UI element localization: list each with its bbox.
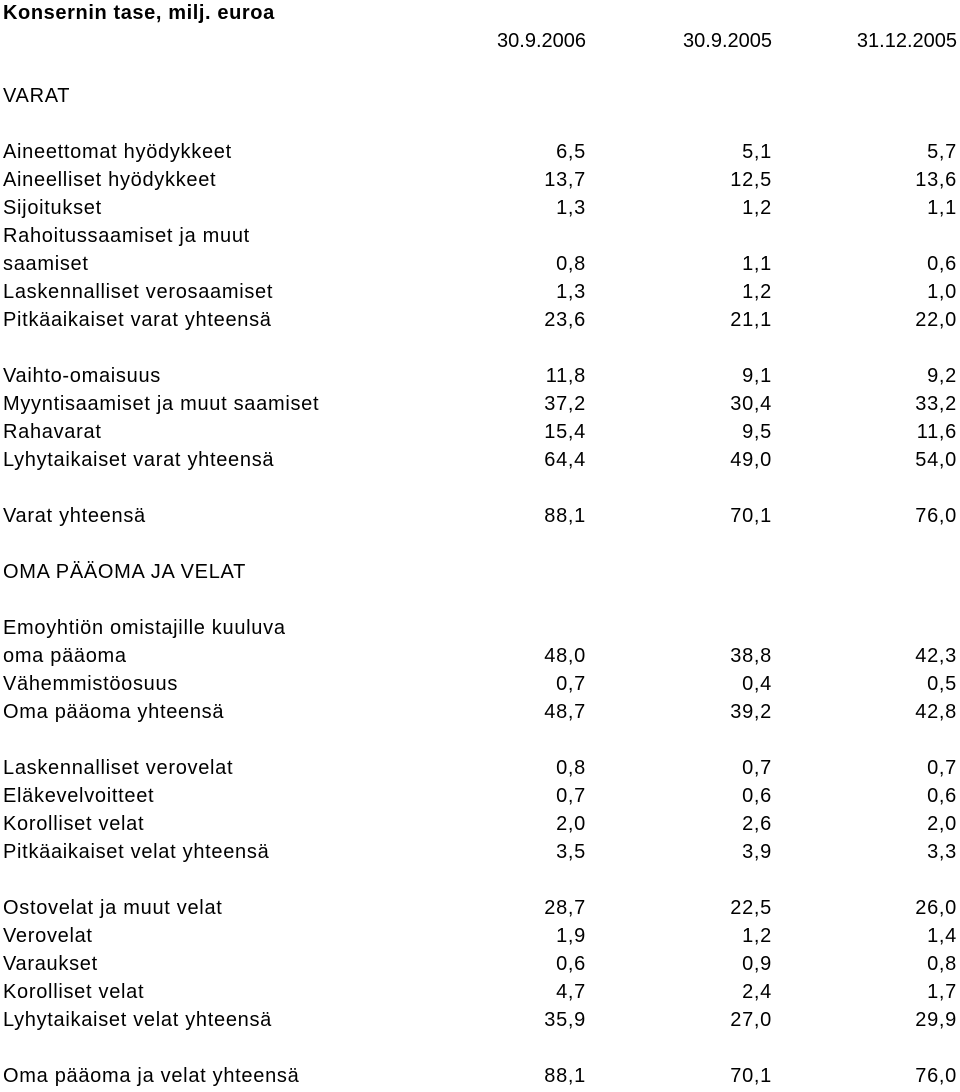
table-row (0, 810, 960, 838)
page-title: Konsernin tase, milj. euroa (3, 2, 275, 24)
row-value-col1: 35,9 (544, 1009, 586, 1031)
row-value-col3: 0,8 (927, 953, 957, 975)
table-row (0, 922, 960, 950)
table-row (0, 614, 960, 642)
row-value-col3: 3,3 (927, 841, 957, 863)
row-label: Verovelat (3, 925, 93, 947)
row-value-col2: 9,1 (742, 365, 772, 387)
row-value-col1: 15,4 (544, 421, 586, 443)
row-value-col3: 9,2 (927, 365, 957, 387)
row-value-col2: 27,0 (730, 1009, 772, 1031)
row-value-col3: 22,0 (915, 309, 957, 331)
row-value-col3: 0,5 (927, 673, 957, 695)
row-value-col3: 13,6 (915, 169, 957, 191)
table-row (0, 194, 960, 222)
row-value-col2: 0,9 (742, 953, 772, 975)
row-value-col3: 1,7 (927, 981, 957, 1003)
row-value-col1: 0,8 (556, 253, 586, 275)
row-label: Lyhytaikaiset varat yhteensä (3, 449, 275, 471)
row-value-col1: 88,1 (544, 1065, 586, 1087)
row-value-col2: 3,9 (742, 841, 772, 863)
row-value-col2: 38,8 (730, 645, 772, 667)
row-value-col2: 2,4 (742, 981, 772, 1003)
row-label: Korolliset velat (3, 813, 145, 835)
row-label: Eläkevelvoitteet (3, 785, 155, 807)
row-label: Korolliset velat (3, 981, 145, 1003)
table-row (0, 1006, 960, 1034)
row-value-col2: 0,4 (742, 673, 772, 695)
row-label: Pitkäaikaiset varat yhteensä (3, 309, 272, 331)
table-row (0, 390, 960, 418)
row-value-col2: 70,1 (730, 1065, 772, 1087)
row-value-col2: 5,1 (742, 141, 772, 163)
row-value-col2: 0,7 (742, 757, 772, 779)
table-row (0, 698, 960, 726)
row-value-col3: 2,0 (927, 813, 957, 835)
row-value-col1: 88,1 (544, 505, 586, 527)
row-value-col1: 6,5 (556, 141, 586, 163)
row-value-col1: 28,7 (544, 897, 586, 919)
row-label: Laskennalliset verosaamiset (3, 281, 274, 303)
table-row (0, 838, 960, 866)
row-value-col3: 76,0 (915, 505, 957, 527)
table-row (0, 754, 960, 782)
row-label: OMA PÄÄOMA JA VELAT (3, 561, 247, 583)
table-row (0, 362, 960, 390)
row-label: Rahoitussaamiset ja muut (3, 225, 250, 247)
row-value-col1: 23,6 (544, 309, 586, 331)
row-label: Rahavarat (3, 421, 102, 443)
row-value-col3: 0,6 (927, 785, 957, 807)
row-value-col1: 37,2 (544, 393, 586, 415)
row-value-col2: 9,5 (742, 421, 772, 443)
row-value-col3: 29,9 (915, 1009, 957, 1031)
row-value-col3: 1,1 (927, 197, 957, 219)
table-row (0, 278, 960, 306)
table-row (0, 894, 960, 922)
row-label: Myyntisaamiset ja muut saamiset (3, 393, 320, 415)
row-label: Emoyhtiön omistajille kuuluva (3, 617, 286, 639)
row-value-col2: 12,5 (730, 169, 772, 191)
table-row (0, 82, 960, 110)
row-value-col2: 1,2 (742, 281, 772, 303)
table-row (0, 642, 960, 670)
table-row (0, 950, 960, 978)
row-value-col2: 39,2 (730, 701, 772, 723)
row-value-col3: 76,0 (915, 1065, 957, 1087)
row-value-col2: 49,0 (730, 449, 772, 471)
row-value-col1: 3,5 (556, 841, 586, 863)
row-value-col1: 48,0 (544, 645, 586, 667)
row-value-col2: 1,2 (742, 197, 772, 219)
row-value-col1: 0,7 (556, 673, 586, 695)
row-value-col2: 1,1 (742, 253, 772, 275)
table-row (0, 250, 960, 278)
row-label: Pitkäaikaiset velat yhteensä (3, 841, 270, 863)
row-label: Lyhytaikaiset velat yhteensä (3, 1009, 273, 1031)
table-row (0, 138, 960, 166)
row-value-col2: 21,1 (730, 309, 772, 331)
row-value-col3: 1,4 (927, 925, 957, 947)
row-value-col1: 13,7 (544, 169, 586, 191)
row-value-col1: 64,4 (544, 449, 586, 471)
row-label: Oma pääoma ja velat yhteensä (3, 1065, 300, 1087)
row-value-col1: 11,8 (545, 365, 586, 387)
row-value-col2: 1,2 (742, 925, 772, 947)
column-header-2005-09: 30.9.2005 (683, 30, 772, 52)
row-value-col1: 1,3 (556, 281, 586, 303)
row-value-col2: 22,5 (730, 897, 772, 919)
row-label: Vaihto-omaisuus (3, 365, 161, 387)
row-value-col3: 11,6 (916, 421, 957, 443)
row-value-col3: 26,0 (915, 897, 957, 919)
row-label: Laskennalliset verovelat (3, 757, 234, 779)
table-row (0, 558, 960, 586)
row-label: Aineettomat hyödykkeet (3, 141, 232, 163)
row-label: Aineelliset hyödykkeet (3, 169, 217, 191)
row-label: Varaukset (3, 953, 98, 975)
table-row (0, 166, 960, 194)
row-value-col1: 1,3 (556, 197, 586, 219)
row-value-col2: 2,6 (742, 813, 772, 835)
row-value-col3: 0,6 (927, 253, 957, 275)
row-label: Vähemmistöosuus (3, 673, 179, 695)
table-row (0, 670, 960, 698)
column-header-2006-09: 30.9.2006 (497, 30, 586, 52)
row-value-col1: 0,8 (556, 757, 586, 779)
table-row (0, 418, 960, 446)
table-row (0, 978, 960, 1006)
row-value-col2: 0,6 (742, 785, 772, 807)
row-label: saamiset (3, 253, 89, 275)
row-label: Ostovelat ja muut velat (3, 897, 223, 919)
row-value-col3: 1,0 (927, 281, 957, 303)
row-value-col1: 0,7 (556, 785, 586, 807)
table-row (0, 222, 960, 250)
row-label: oma pääoma (3, 645, 127, 667)
row-label: Varat yhteensä (3, 505, 146, 527)
table-row (0, 1062, 960, 1090)
row-value-col3: 54,0 (915, 449, 957, 471)
row-label: Sijoitukset (3, 197, 102, 219)
table-row (0, 446, 960, 474)
row-value-col3: 33,2 (915, 393, 957, 415)
row-label: VARAT (3, 85, 71, 107)
row-value-col2: 30,4 (730, 393, 772, 415)
table-row (0, 502, 960, 530)
row-value-col3: 42,8 (915, 701, 957, 723)
row-value-col1: 48,7 (544, 701, 586, 723)
row-value-col3: 5,7 (927, 141, 957, 163)
row-label: Oma pääoma yhteensä (3, 701, 225, 723)
column-header-2005-12: 31.12.2005 (856, 30, 957, 52)
row-value-col1: 0,6 (556, 953, 586, 975)
row-value-col1: 4,7 (556, 981, 586, 1003)
row-value-col3: 42,3 (915, 645, 957, 667)
row-value-col2: 70,1 (730, 505, 772, 527)
table-row (0, 782, 960, 810)
table-row (0, 306, 960, 334)
row-value-col1: 2,0 (556, 813, 586, 835)
row-value-col1: 1,9 (556, 925, 586, 947)
row-value-col3: 0,7 (927, 757, 957, 779)
